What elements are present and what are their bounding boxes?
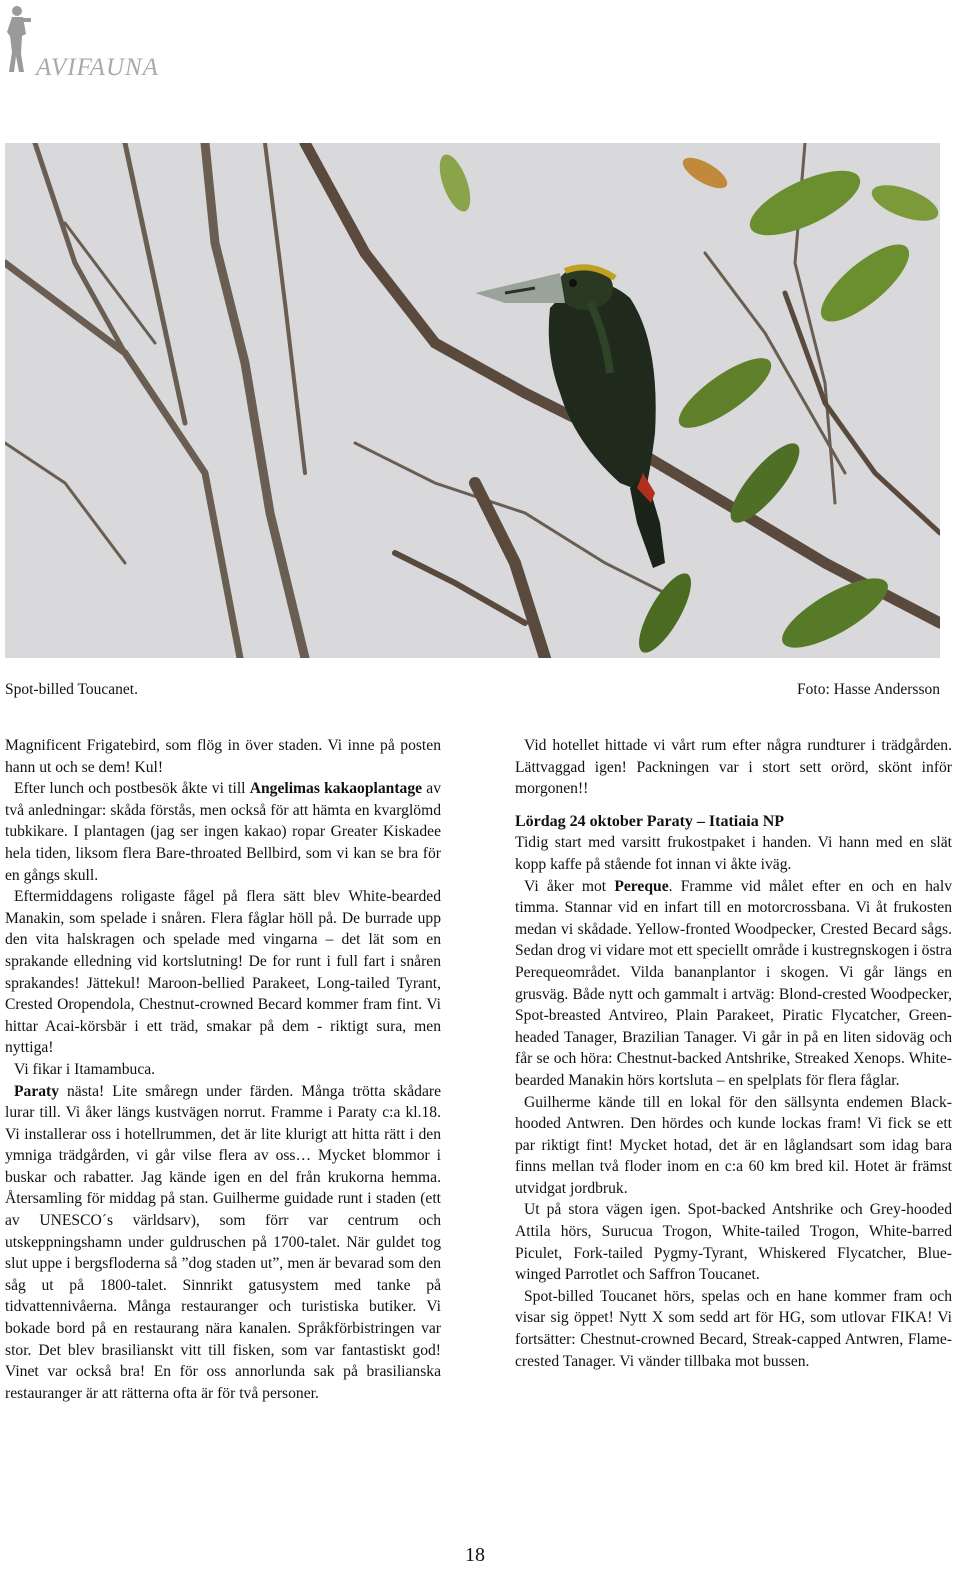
left-column [5,735,441,1404]
page-number: 18 [465,1544,485,1566]
photo-credit: Foto: Hasse Andersson [797,681,940,698]
day-heading: Lördag 24 oktober Paraty – Itatiaia NP [515,812,785,830]
left-paragraph-2: Efter lunch och postbesök åkte vi till Angelimas kakaoplantage av två anledningar: skåda förstås, men också för att hämta en kvarglömd tubkikare. I plantagen (jag ser ingen kakao) ropar Greater Kiskadee hela tiden, liksom flera Bare-throated Bellbird, som vi kan se bra för en gångs skull. [5,780,441,884]
right-column [515,735,952,1372]
avifauna-logo [4,4,194,84]
right-paragraph-3: Vi åker mot Pereque. Framme vid målet efter en och en halv timma. Stannar vid en infart till en motorcrossbana. Vi åt frukosten medan vi skådade. Yellow-fronted Woodpecker, Crested Becard sågs. Sedan drog vi vidare mot ett speciellt område i kustregnskogen i östra Perequeområdet. Vilda bananplantor i skogen. Vi går längs en grusväg. Både nytt och gammalt i artväg: Blond-crested Woodpecker, Spot-breasted Antvireo, Plain Parakeet, Piratic Flycatcher, Green-headed Tanager, Brazilian Tanager. Vi går in på en liten sidoväg och får se och höra: Chestnut-backed Antshrike, Streaked Xenops. White-bearded Manakin hörs kortsluta – en spelplats för flera fåglar. [515,877,952,1089]
left-paragraph-4: Vi fikar i Itamambuca. [14,1060,156,1078]
right-paragraph-1: Vid hotellet hittade vi vårt rum efter några rundturer i trädgården. Lättvaggad igen! Packningen var i stort sett orörd, skönt inför morgonen!! [515,737,952,798]
left-paragraph-3: Eftermiddagens roligaste fågel på flera sätt blev White-bearded Manakin, som spelade i snåren. Flera fåglar höll på. De burrade upp den vita halskragen och spelade med vingarna – det lät som en sprakande elledning vid kortslutning! De for runt i full fart i snåren sprakandes! Jättekul! Maroon-bellied Parakeet, Long-tailed Tyrant, Crested Oropendola, Chestnut-crowned Becard kommer fram fint. Vi hittar Acai-körsbär i ett träd, smakar på dem - riktigt sura, men nyttiga! [5,888,441,1057]
toucanet-photo [5,143,940,658]
birdwatcher-icon [4,4,34,74]
right-paragraph-5: Ut på stora vägen igen. Spot-backed Antshrike och Grey-hooded Attila hörs, Surucua Trogon, White-tailed Trogon, White-barred Piculet, Fork-tailed Pygmy-Tyrant, Whiskered Flycatcher, Blue-winged Parrotlet och Saffron Toucanet. [515,1201,952,1284]
photo-caption: Spot-billed Toucanet. [5,681,138,698]
right-paragraph-4: Guilherme kände till en lokal för den sällsynta endemen Black-hooded Antwren. Den hördes och kunde lockas fram! Vi fick se ett par riktigt fint! Mycket hotad, det är en låglandsart som idag bara finns mellan två floder inom en c:a 60 km bred kil. Hotet är främst utvidgat jordbruk. [515,1093,952,1197]
logo-text: AVIFAUNA [36,54,159,81]
left-paragraph-1: Magnificent Frigatebird, som flög in över staden. Vi inne på posten hann ut och se dem! Kul! [5,737,441,776]
right-paragraph-6: Spot-billed Toucanet hörs, spelas och en hane kommer fram och visar sig öppet! Nytt X som sedd art för HG, som utlovar FIKA! Vi fortsätter: Chestnut-crowned Becard, Streak-capped Antwren, Flame-crested Tanager. Vi vänder tillbaka mot bussen. [515,1287,952,1370]
toucanet-illustration [5,143,940,658]
left-paragraph-5: Paraty nästa! Lite småregn under färden. Många trötta skådare lurar till. Vi åker längs kustvägen norrut. Framme i Paraty c:a kl.18. Vi installerar oss i hotellrummen, det är lite klurigt att hitta rätt i den ymniga trädgården, vi går vilse flera av oss… Mycket blommor i buskar och rabatter. Jag kände igen en del från krukorna hemma. Återsamling för middag på stan. Guilherme guidade runt i staden (ett av UNESCO´s världsarv), som förr var centrum och utskeppningshamn under guldruschen på 1700-talet. När guldet tog slut uppe i bergsfloderna så ”dog staden ut”, men är bevarad som den såg ut på 1800-talet. Sinnrikt gatusystem med tanke på tidvattennivåerna. Många restauranger och turistiska butiker. Vi bokade bord på en restaurang nära kanalen. Språkförbistringen var stor. Det blev brasilianskt vitt till fisken, som var fantastiskt god! Vinet var också bra! En för oss annorlunda sak på brasilianska restauranger är att rätterna ofta är för två personer. [5,1082,441,1402]
right-paragraph-2: Tidig start med varsitt frukostpaket i handen. Vi hann med en slät kopp kaffe på stående fot innan vi åkte iväg. [515,834,952,873]
